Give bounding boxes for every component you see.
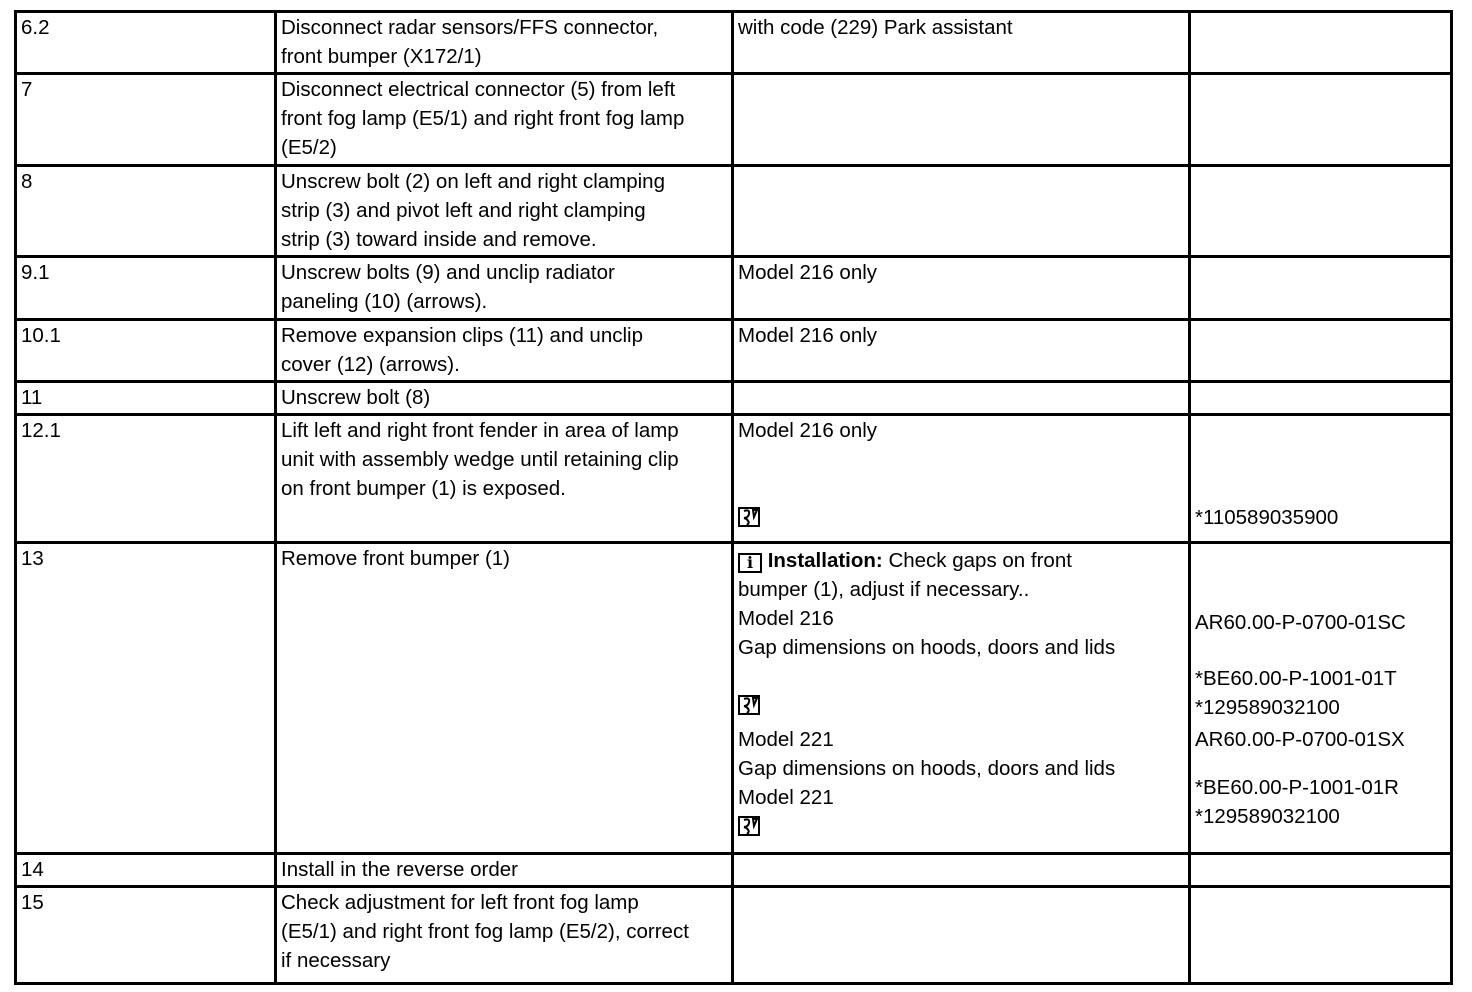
installation-text: Check gaps on front <box>888 549 1072 572</box>
step-action: Unscrew bolts (9) and unclip radiator paneling (10) (arrows). <box>276 257 733 320</box>
model-label: Model 221 <box>738 786 834 809</box>
step-reference <box>1190 382 1452 415</box>
step-number: 12.1 <box>16 415 276 543</box>
tool-number[interactable]: *110589035900 <box>1195 506 1339 529</box>
step-number: 15 <box>16 887 276 984</box>
step-action: Disconnect electrical connector (5) from left front fog lamp (E5/1) and right front fog lamp (E5/2) <box>276 74 733 166</box>
table-row <box>16 543 1452 854</box>
step-reference <box>1190 12 1452 74</box>
procedure-table <box>14 10 1453 985</box>
table-row <box>16 382 1452 415</box>
step-reference <box>1190 854 1452 887</box>
step-note <box>733 166 1190 257</box>
step-number: 6.2 <box>16 12 276 74</box>
step-reference <box>1190 74 1452 166</box>
table-row <box>16 887 1452 984</box>
step-note: Model 216 only <box>733 415 1190 543</box>
gap-dimensions-text: Gap dimensions on hoods, doors and lids <box>738 757 1116 780</box>
step-reference <box>1190 415 1452 543</box>
table-row <box>16 320 1452 382</box>
be-document-link[interactable]: *BE60.00-P-1001-01R <box>1195 776 1399 799</box>
step-action: Lift left and right front fender in area of lamp unit with assembly wedge until retaining clip on front bumper (1) is exposed. <box>276 415 733 543</box>
be-document-link[interactable]: *BE60.00-P-1001-01T <box>1195 667 1397 690</box>
step-number: 8 <box>16 166 276 257</box>
step-note: i Installation: Check gaps on front bumper (1), adjust if necessary.. Model 216 Gap dimensions on hoods, doors and lids Model 221 Gap dimensions on hoods, doors and lids Model 221 <box>733 543 1190 854</box>
step-note <box>733 854 1190 887</box>
step-number: 11 <box>16 382 276 415</box>
step-action: Install in the reverse order <box>276 854 733 887</box>
table-row <box>16 12 1452 74</box>
step-action: Unscrew bolt (8) <box>276 382 733 415</box>
table-row <box>16 74 1452 166</box>
special-tool-icon[interactable] <box>738 695 760 715</box>
model-label: Model 216 <box>738 607 834 630</box>
step-reference <box>1190 166 1452 257</box>
installation-label: Installation: <box>767 549 883 572</box>
ar-document-link[interactable]: AR60.00-P-0700-01SX <box>1195 728 1405 751</box>
step-note: Model 216 only <box>733 257 1190 320</box>
step-number: 7 <box>16 74 276 166</box>
special-tool-icon[interactable] <box>738 507 760 527</box>
step-note: with code (229) Park assistant <box>733 12 1190 74</box>
step-note <box>733 382 1190 415</box>
step-number: 10.1 <box>16 320 276 382</box>
tool-number[interactable]: *129589032100 <box>1195 805 1340 828</box>
table-row <box>16 415 1452 543</box>
step-reference <box>1190 320 1452 382</box>
info-icon: i <box>738 553 762 573</box>
ar-document-link[interactable]: AR60.00-P-0700-01SC <box>1195 611 1406 634</box>
step-action: Unscrew bolt (2) on left and right clamping strip (3) and pivot left and right clamping strip (3) toward inside and remove. <box>276 166 733 257</box>
table-row <box>16 166 1452 257</box>
step-number: 9.1 <box>16 257 276 320</box>
special-tool-icon[interactable] <box>738 816 760 836</box>
tool-number[interactable]: *129589032100 <box>1195 696 1340 719</box>
gap-dimensions-text: Gap dimensions on hoods, doors and lids <box>738 636 1116 659</box>
step-note: Model 216 only <box>733 320 1190 382</box>
table-row <box>16 854 1452 887</box>
step-reference <box>1190 257 1452 320</box>
step-number: 13 <box>16 543 276 854</box>
step-action: Check adjustment for left front fog lamp (E5/1) and right front fog lamp (E5/2), correct if necessary <box>276 887 733 984</box>
step-action: Remove expansion clips (11) and unclip cover (12) (arrows). <box>276 320 733 382</box>
step-note <box>733 887 1190 984</box>
step-action: Remove front bumper (1) <box>276 543 733 854</box>
step-reference <box>1190 543 1452 854</box>
step-note <box>733 74 1190 166</box>
step-reference <box>1190 887 1452 984</box>
table-row <box>16 257 1452 320</box>
step-action: Disconnect radar sensors/FFS connector, front bumper (X172/1) <box>276 12 733 74</box>
step-number: 14 <box>16 854 276 887</box>
model-label: Model 221 <box>738 728 834 751</box>
